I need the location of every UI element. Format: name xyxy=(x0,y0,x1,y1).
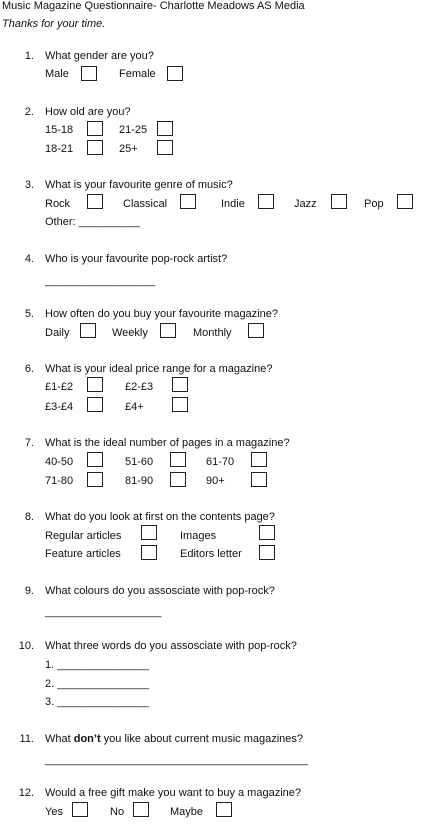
option-label: £4+ xyxy=(125,401,144,413)
option-label: Maybe xyxy=(170,806,204,818)
page-subtitle: Thanks for your time. xyxy=(2,18,106,30)
question-5-number: 5. xyxy=(24,308,34,320)
option-label: No xyxy=(110,806,125,818)
answer-line[interactable]: ___________________________________________ xyxy=(45,754,309,766)
option-label: Rock xyxy=(45,198,71,210)
checkbox[interactable] xyxy=(87,140,103,155)
checkbox[interactable] xyxy=(258,194,274,209)
checkbox[interactable] xyxy=(72,802,88,817)
answer-line[interactable]: 3. _______________ xyxy=(45,696,149,708)
answer-line[interactable]: ___________________ xyxy=(45,606,162,618)
option-label: Pop xyxy=(364,198,384,210)
checkbox[interactable] xyxy=(160,323,176,338)
checkbox[interactable] xyxy=(170,472,186,487)
option-label: Regular articles xyxy=(45,530,122,542)
option-label: Feature articles xyxy=(45,548,121,560)
option-label: 71-80 xyxy=(45,475,74,487)
question-7-text: What is the ideal number of pages in a magazine? xyxy=(45,437,290,449)
question-6-text: What is your ideal price range for a magazine? xyxy=(45,363,273,375)
question-2-number: 2. xyxy=(24,106,34,118)
answer-line[interactable]: 1. _______________ xyxy=(45,659,149,671)
checkbox[interactable] xyxy=(251,472,267,487)
checkbox[interactable] xyxy=(157,121,173,136)
question-2-text: How old are you? xyxy=(45,106,131,118)
question-12-text: Would a free gift make you want to buy a magazine? xyxy=(45,787,301,799)
checkbox[interactable] xyxy=(157,140,173,155)
question-12-number: 12. xyxy=(18,787,34,799)
question-1-text: What gender are you? xyxy=(45,50,154,62)
checkbox[interactable] xyxy=(87,397,103,412)
checkbox[interactable] xyxy=(167,66,183,81)
checkbox[interactable] xyxy=(172,397,188,412)
option-label: Classical xyxy=(123,198,168,210)
checkbox[interactable] xyxy=(397,194,413,209)
checkbox[interactable] xyxy=(141,545,157,560)
option-label: 90+ xyxy=(206,475,225,487)
question-8-text: What do you look at first on the contents page? xyxy=(45,511,275,523)
option-label: 18-21 xyxy=(45,143,74,155)
checkbox[interactable] xyxy=(259,545,275,560)
option-label: Monthly xyxy=(193,327,232,339)
option-label: Images xyxy=(180,530,217,542)
question-10-number: 10. xyxy=(18,640,34,652)
checkbox[interactable] xyxy=(87,452,103,467)
checkbox[interactable] xyxy=(81,66,97,81)
option-label: £3-£4 xyxy=(45,401,74,413)
checkbox[interactable] xyxy=(331,194,347,209)
checkbox[interactable] xyxy=(87,472,103,487)
checkbox[interactable] xyxy=(259,525,275,540)
option-label: Male xyxy=(45,68,69,80)
question-6-number: 6. xyxy=(24,363,34,375)
checkbox[interactable] xyxy=(248,323,264,338)
checkbox[interactable] xyxy=(133,802,149,817)
question-7-number: 7. xyxy=(24,437,34,449)
option-label: 81-90 xyxy=(125,475,154,487)
option-label: Daily xyxy=(45,327,70,339)
checkbox[interactable] xyxy=(141,525,157,540)
question-1-number: 1. xyxy=(24,50,34,62)
checkbox[interactable] xyxy=(87,194,103,209)
question-10-text: What three words do you assosciate with pop-rock? xyxy=(45,640,297,652)
checkbox[interactable] xyxy=(180,194,196,209)
option-label: 21-25 xyxy=(119,124,148,136)
option-label: Editors letter xyxy=(180,548,242,560)
question-8-number: 8. xyxy=(24,511,34,523)
checkbox[interactable] xyxy=(87,377,103,392)
answer-line[interactable]: __________________ xyxy=(45,275,156,287)
option-label: 61-70 xyxy=(206,456,235,468)
checkbox[interactable] xyxy=(172,377,188,392)
checkbox[interactable] xyxy=(170,452,186,467)
answer-line[interactable]: 2. _______________ xyxy=(45,678,149,690)
option-label: Indie xyxy=(221,198,245,210)
option-label: 25+ xyxy=(119,143,138,155)
question-11-text: What don’t you like about current music magazines? xyxy=(45,733,304,745)
checkbox[interactable] xyxy=(80,323,96,338)
question-5-text: How often do you buy your favourite magazine? xyxy=(45,308,278,320)
option-label: £2-£3 xyxy=(125,381,154,393)
option-label: 40-50 xyxy=(45,456,74,468)
page-title: Music Magazine Questionnaire- Charlotte Meadows AS Media xyxy=(2,0,305,12)
checkbox[interactable] xyxy=(251,452,267,467)
option-label: 15-18 xyxy=(45,124,74,136)
question-11-number: 11. xyxy=(19,733,34,745)
option-label: Female xyxy=(119,68,156,80)
option-label: Jazz xyxy=(294,198,317,210)
question-3-text: What is your favourite genre of music? xyxy=(45,179,233,191)
question-9-text: What colours do you assosciate with pop-rock? xyxy=(45,585,275,597)
question-4-text: Who is your favourite pop-rock artist? xyxy=(45,253,228,265)
option-label: Weekly xyxy=(112,327,148,339)
option-label: £1-£2 xyxy=(45,381,74,393)
other-field[interactable]: Other: __________ xyxy=(45,216,140,228)
option-label: Yes xyxy=(45,806,63,818)
checkbox[interactable] xyxy=(87,121,103,136)
checkbox[interactable] xyxy=(216,802,232,817)
question-4-number: 4. xyxy=(24,253,34,265)
question-3-number: 3. xyxy=(24,179,34,191)
question-9-number: 9. xyxy=(24,585,34,597)
option-label: 51-60 xyxy=(125,456,154,468)
